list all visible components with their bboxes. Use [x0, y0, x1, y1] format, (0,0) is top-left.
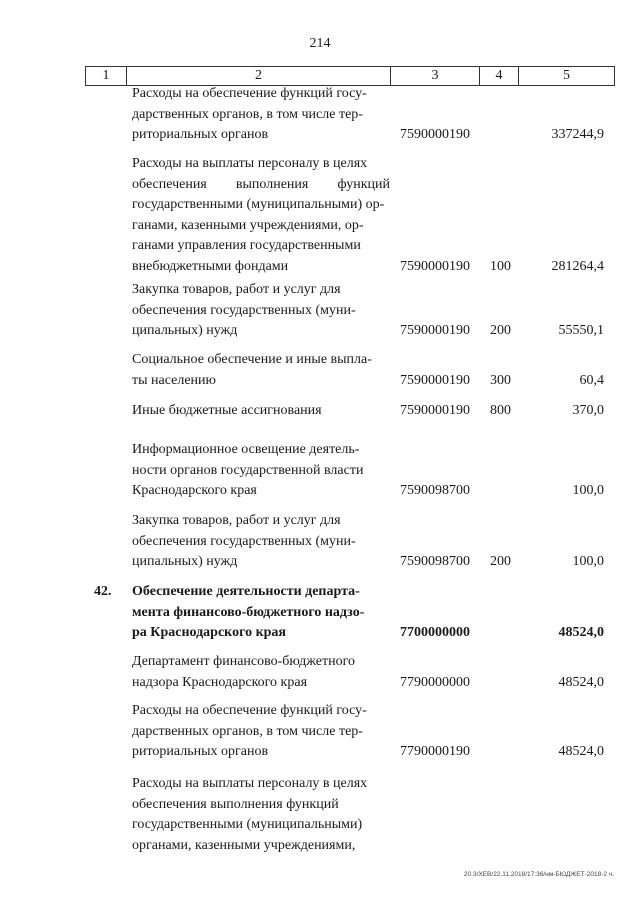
row-csr-code: 7590000190 — [400, 127, 470, 142]
row-name-line: ности органов государственной власти — [132, 462, 364, 478]
row-csr-code: 7790000000 — [400, 674, 470, 690]
row-csr-code: 7790000190 — [400, 744, 470, 759]
row-name — [132, 350, 390, 391]
row-name — [132, 154, 390, 277]
row-name-line: Информационное освещение деятель- — [132, 442, 360, 457]
row-vr-code: 100 — [490, 258, 511, 274]
row-name — [132, 84, 390, 146]
row-name-line: Обеспечение деятельности департа- — [132, 584, 360, 599]
row-name-line: Департамент финансово-бюджетного — [132, 654, 355, 669]
row-number: 42. — [94, 584, 112, 599]
row-name-line: ра Краснодарского края — [132, 625, 286, 640]
row-name-line: внебюджетными фондами — [132, 258, 289, 274]
row-name-line: Расходы на выплаты персоналу в целях — [132, 776, 368, 791]
row-name-line: Расходы на выплаты персоналу в целях — [132, 156, 368, 171]
row-vr-code: 200 — [490, 323, 511, 338]
row-name — [132, 701, 390, 763]
row-csr-code: 7590000190 — [400, 258, 470, 274]
row-amount: 370,0 — [572, 403, 604, 418]
page-number: 214 — [309, 36, 331, 51]
row-name-line: Расходы на обеспечение функций госу- — [132, 703, 367, 718]
row-name-line: Социальное обеспечение и иные выпла- — [132, 352, 372, 367]
row-name-line: Иные бюджетные ассигнования — [132, 403, 322, 418]
row-amount: 55550,1 — [558, 323, 604, 338]
row-name-line: надзора Краснодарского края — [132, 674, 308, 690]
row-amount: 281264,4 — [551, 258, 604, 274]
row-amount: 60,4 — [579, 372, 604, 388]
row-name-line: дарственных органов, в том числе тер- — [132, 723, 363, 739]
row-name-line: мента финансово-бюджетного надзо- — [132, 604, 365, 620]
row-amount: 100,0 — [572, 554, 604, 569]
column-header-1: 1 — [86, 67, 127, 86]
row-name-line: обеспечения выполнения функций государственными (муниципальными) ор- — [132, 176, 390, 212]
row-csr-code: 7590000190 — [400, 372, 470, 388]
row-name — [132, 511, 390, 573]
row-name — [132, 582, 390, 644]
row-name — [132, 440, 390, 502]
row-name-line: ципальных) нужд — [132, 323, 238, 338]
row-amount: 48524,0 — [558, 674, 604, 690]
row-name-line: Краснодарского края — [132, 483, 257, 498]
row-name — [132, 774, 390, 856]
row-name-line: обеспечения государственных (муни- — [132, 302, 356, 318]
row-name — [132, 401, 390, 422]
row-csr-code: 7590000190 — [400, 323, 470, 338]
column-header-2: 2 — [127, 67, 391, 86]
row-amount: 48524,0 — [558, 625, 604, 640]
footer-stamp: 20.3/ХЕВ/22.11.2018/17:36/нм-БЮДЖЕТ-2018-2 ч. — [463, 871, 614, 878]
row-name-line: обеспечения выполнения функций — [132, 796, 339, 812]
row-amount: 48524,0 — [558, 744, 604, 759]
row-name-line: ты населению — [132, 372, 216, 388]
row-amount: 337244,9 — [551, 127, 604, 142]
row-name-line: риториальных органов — [132, 744, 269, 759]
column-header-3: 3 — [391, 67, 480, 86]
row-name — [132, 280, 390, 342]
column-header-table — [85, 66, 615, 86]
row-vr-code: 800 — [490, 403, 511, 418]
row-name-line: дарственных органов, в том числе тер- — [132, 106, 363, 122]
column-header-4: 4 — [480, 67, 519, 86]
row-name-line: органами, казенными учреждениями, — [132, 837, 356, 853]
row-name-line: Закупка товаров, работ и услуг для — [132, 282, 341, 297]
row-name-line: обеспечения государственных (муни- — [132, 533, 356, 549]
row-amount: 100,0 — [572, 483, 604, 498]
row-csr-code: 7590000190 — [400, 403, 470, 418]
row-name-line: ганами, казенными учреждениями, ор- — [132, 217, 364, 233]
row-csr-code: 7590098700 — [400, 554, 470, 569]
row-name-line: риториальных органов — [132, 127, 269, 142]
row-vr-code: 200 — [490, 554, 511, 569]
row-csr-code: 7700000000 — [400, 625, 470, 640]
row-vr-code: 300 — [490, 372, 511, 388]
column-header-5: 5 — [519, 67, 615, 86]
row-name-line: государственными (муниципальными) — [132, 817, 363, 832]
row-name-line: ганами управления государственными — [132, 238, 361, 253]
row-csr-code: 7590098700 — [400, 483, 470, 498]
row-name-line: Расходы на обеспечение функций госу- — [132, 86, 367, 101]
row-name-line: Закупка товаров, работ и услуг для — [132, 513, 341, 528]
row-name — [132, 652, 390, 693]
row-name-line: ципальных) нужд — [132, 554, 238, 569]
